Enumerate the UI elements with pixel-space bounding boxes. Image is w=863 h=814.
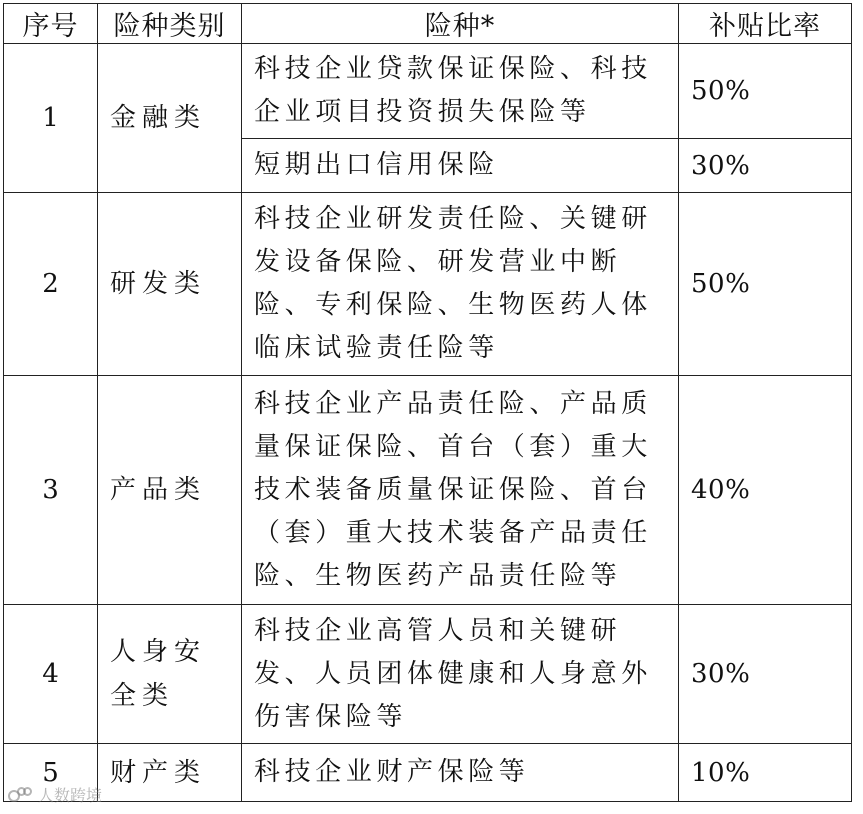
table-row: [4, 376, 852, 605]
rate-cell: 40%: [679, 376, 852, 605]
category-cell: 金融类: [98, 44, 242, 193]
category-cell: 财产类: [98, 744, 242, 802]
row-number: 2: [4, 193, 98, 376]
insurance-cell: 科技企业高管人员和关键研发、人员团体健康和人身意外伤害保险等: [242, 605, 679, 744]
rate-cell: 10%: [679, 744, 852, 802]
table-row: [4, 605, 852, 744]
row-number: 1: [4, 44, 98, 193]
insurance-cell: 科技企业产品责任险、产品质量保证保险、首台（套）重大技术装备质量保证保险、首台（套）重大技术装备产品责任险、生物医药产品责任险等: [242, 376, 679, 605]
row-number: 4: [4, 605, 98, 744]
insurance-cell: 科技企业财产保险等: [242, 744, 679, 802]
watermark-logo-icon: [8, 787, 34, 803]
table-row: [4, 744, 852, 802]
insurance-cell: 科技企业贷款保证保险、科技企业项目投资损失保险等: [242, 44, 679, 139]
rate-cell: 30%: [679, 139, 852, 193]
table-row: [4, 193, 852, 376]
header-no: 序号: [4, 4, 98, 44]
table-row: [4, 44, 852, 139]
header-category: 险种类别: [98, 4, 242, 44]
header-insurance: 险种*: [242, 4, 679, 44]
rate-cell: 50%: [679, 193, 852, 376]
rate-cell: 30%: [679, 605, 852, 744]
category-cell: 研发类: [98, 193, 242, 376]
category-cell: 人身安全类: [98, 605, 242, 744]
watermark-text: 人数跨境: [38, 786, 103, 805]
watermark: [8, 783, 102, 806]
row-number: 5: [4, 744, 98, 802]
row-number: 3: [4, 376, 98, 605]
insurance-cell: 科技企业研发责任险、关键研发设备保险、研发营业中断险、专利保险、生物医药人体临床试验责任险等: [242, 193, 679, 376]
insurance-subsidy-table: [3, 3, 852, 802]
rate-cell: 50%: [679, 44, 852, 139]
category-cell: 产品类: [98, 376, 242, 605]
header-row: [4, 4, 852, 44]
header-rate: 补贴比率: [679, 4, 852, 44]
insurance-cell: 短期出口信用保险: [242, 139, 679, 193]
